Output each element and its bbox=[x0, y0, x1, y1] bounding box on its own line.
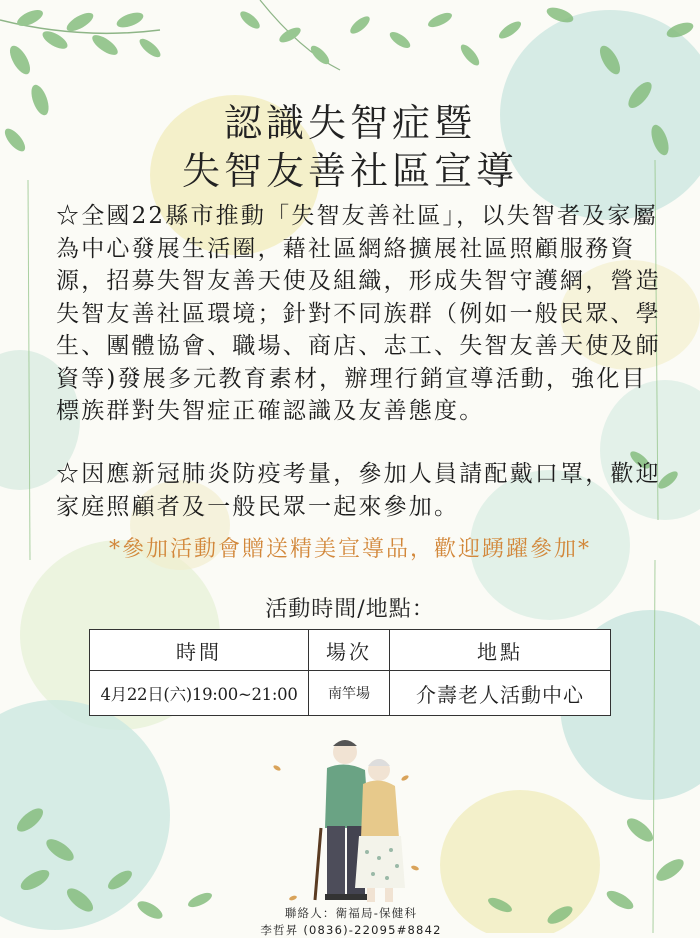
elderly-couple-illustration bbox=[255, 728, 435, 928]
elderly-couple-icon bbox=[255, 728, 435, 928]
cell-place: 介壽老人活動中心 bbox=[390, 671, 611, 716]
venue-heading: 活動時間/地點： bbox=[265, 597, 435, 622]
cell-session: 南竿場 bbox=[309, 671, 390, 716]
table-row bbox=[90, 671, 611, 716]
page-title-line-2: 失智友善社區宣導 bbox=[181, 149, 518, 193]
header-place: 地點 bbox=[390, 630, 611, 671]
gift-note: *參加活動會贈送精美宣導品，歡迎踴躍參加* bbox=[108, 537, 591, 562]
header-time: 時間 bbox=[90, 630, 309, 671]
schedule-table bbox=[89, 629, 611, 716]
contact-line-2: 李哲昇 (0836)-22095#8842 bbox=[260, 923, 442, 937]
notice-paragraph: ☆因應新冠肺炎防疫考量，參加人員請配戴口罩，歡迎家庭照顧者及一般民眾一起來參加。 bbox=[56, 461, 661, 520]
table-header-row bbox=[90, 630, 611, 671]
contact-line-1: 聯絡人：衛福局-保健科 bbox=[284, 906, 418, 920]
page-title-line-1: 認識失智症暨 bbox=[223, 101, 476, 145]
cell-time: 4月22日(六)19:00~21:00 bbox=[90, 671, 309, 716]
header-session: 場次 bbox=[309, 630, 390, 671]
intro-paragraph: ☆全國22縣市推動「失智友善社區」，以失智者及家屬為中心發展生活圈，藉社區網絡擴展社區照顧服務資源，招募失智友善天使及組織，形成失智守護網，營造失智友善社區環境；針對不同族群（例如一般民眾、學生、團體協會、職場、商店、志工、失智友善天使及師資等)發展多元教育素材，辦理行銷宣導活動，強化目標族群對失智症正確認識及友善態度。 bbox=[56, 203, 661, 424]
